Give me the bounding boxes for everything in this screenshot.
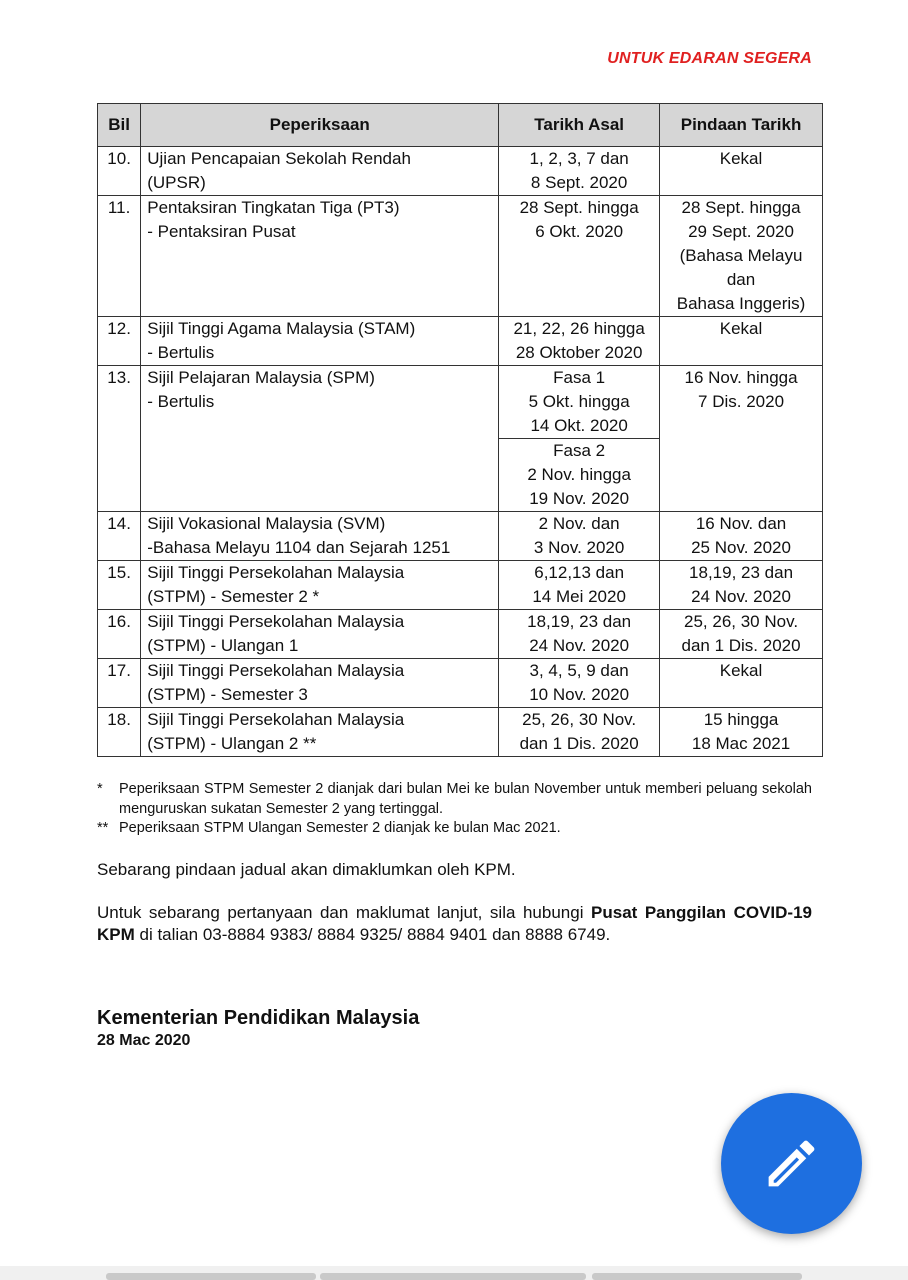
footnote-mark: * — [97, 781, 103, 797]
table-row — [98, 708, 823, 757]
contact-paragraph — [97, 902, 812, 946]
row-number: 15. — [98, 561, 141, 610]
contact-text-before: Untuk sebarang pertanyaan dan maklumat lanjut, sila hubungi — [97, 903, 592, 922]
ministry-signature: Kementerian Pendidikan Malaysia — [97, 1007, 420, 1029]
original-date: 18,19, 23 dan 24 Nov. 2020 — [499, 610, 660, 659]
exam-schedule-table — [97, 103, 823, 757]
revised-date: Kekal — [660, 147, 823, 196]
row-number: 12. — [98, 317, 141, 366]
edit-fab-button[interactable] — [721, 1093, 862, 1234]
row-number: 14. — [98, 512, 141, 561]
original-date: 28 Sept. hingga 6 Okt. 2020 — [499, 196, 660, 317]
revised-date: Kekal — [660, 659, 823, 708]
footnote-1 — [97, 780, 812, 819]
pencil-edit-icon — [761, 1133, 822, 1194]
footnote-text: Peperiksaan STPM Ulangan Semester 2 dianjak ke bulan Mac 2021. — [119, 820, 561, 836]
header-revised-date: Pindaan Tarikh — [660, 104, 823, 147]
revised-date: 15 hingga 18 Mac 2021 — [660, 708, 823, 757]
exam-name: Ujian Pencapaian Sekolah Rendah (UPSR) — [141, 147, 499, 196]
table-row — [98, 610, 823, 659]
row-number: 13. — [98, 366, 141, 512]
table-row — [98, 147, 823, 196]
original-date-phase-1: Fasa 1 5 Okt. hingga 14 Okt. 2020 — [499, 366, 660, 439]
scroll-segment — [592, 1273, 802, 1280]
bottom-scroll-indicator — [0, 1266, 908, 1280]
exam-name: Sijil Tinggi Persekolahan Malaysia (STPM) - Ulangan 1 — [141, 610, 499, 659]
original-date: 25, 26, 30 Nov. dan 1 Dis. 2020 — [499, 708, 660, 757]
footnote-mark: ** — [97, 820, 109, 836]
original-date: 6,12,13 dan 14 Mei 2020 — [499, 561, 660, 610]
revised-date: 28 Sept. hingga 29 Sept. 2020 (Bahasa Melayu dan Bahasa Inggeris) — [660, 196, 823, 317]
original-date: 2 Nov. dan 3 Nov. 2020 — [499, 512, 660, 561]
row-number: 11. — [98, 196, 141, 317]
contact-text-after: di talian 03-8884 9383/ 8884 9325/ 8884 9401 dan 8888 6749. — [134, 925, 611, 944]
revised-date: Kekal — [660, 317, 823, 366]
exam-name: Sijil Tinggi Agama Malaysia (STAM) - Bertulis — [141, 317, 499, 366]
exam-name: Sijil Vokasional Malaysia (SVM) -Bahasa Melayu 1104 dan Sejarah 1251 — [141, 512, 499, 561]
header-bil: Bil — [98, 104, 141, 147]
row-number: 16. — [98, 610, 141, 659]
original-date: 21, 22, 26 hingga 28 Oktober 2020 — [499, 317, 660, 366]
scroll-segment — [320, 1273, 586, 1280]
document-date: 28 Mac 2020 — [97, 1032, 191, 1049]
schedule-change-notice: Sebarang pindaan jadual akan dimaklumkan oleh KPM. — [97, 860, 516, 879]
original-date: 1, 2, 3, 7 dan 8 Sept. 2020 — [499, 147, 660, 196]
footnote-2 — [97, 819, 812, 839]
revised-date: 25, 26, 30 Nov. dan 1 Dis. 2020 — [660, 610, 823, 659]
table-row — [98, 317, 823, 366]
original-date-phase-2: Fasa 2 2 Nov. hingga 19 Nov. 2020 — [499, 439, 660, 512]
footnote-text: Peperiksaan STPM Semester 2 dianjak dari bulan Mei ke bulan November untuk memberi peluang sekolah menguruskan sukatan Semester 2 yang tertinggal. — [119, 781, 812, 817]
exam-name: Sijil Tinggi Persekolahan Malaysia (STPM) - Semester 2 * — [141, 561, 499, 610]
table-row — [98, 196, 823, 317]
revised-date: 16 Nov. dan 25 Nov. 2020 — [660, 512, 823, 561]
exam-name: Pentaksiran Tingkatan Tiga (PT3) - Pentaksiran Pusat — [141, 196, 499, 317]
urgent-circulation-stamp: UNTUK EDARAN SEGERA — [607, 50, 812, 67]
exam-name: Sijil Pelajaran Malaysia (SPM) - Bertulis — [141, 366, 499, 512]
row-number: 17. — [98, 659, 141, 708]
revised-date: 18,19, 23 dan 24 Nov. 2020 — [660, 561, 823, 610]
table-header-row — [98, 104, 823, 147]
footnotes — [97, 780, 812, 839]
exam-name: Sijil Tinggi Persekolahan Malaysia (STPM) - Ulangan 2 ** — [141, 708, 499, 757]
table-row — [98, 659, 823, 708]
header-exam: Peperiksaan — [141, 104, 499, 147]
contact-hotline-name: Pusat Panggilan COVID-19 KPM — [97, 903, 813, 944]
revised-date: 16 Nov. hingga 7 Dis. 2020 — [660, 366, 823, 512]
scroll-segment — [106, 1273, 316, 1280]
table-row — [98, 512, 823, 561]
row-number: 10. — [98, 147, 141, 196]
original-date: 3, 4, 5, 9 dan 10 Nov. 2020 — [499, 659, 660, 708]
table-row — [98, 561, 823, 610]
exam-name: Sijil Tinggi Persekolahan Malaysia (STPM) - Semester 3 — [141, 659, 499, 708]
table-row — [98, 366, 823, 439]
header-original-date: Tarikh Asal — [499, 104, 660, 147]
row-number: 18. — [98, 708, 141, 757]
